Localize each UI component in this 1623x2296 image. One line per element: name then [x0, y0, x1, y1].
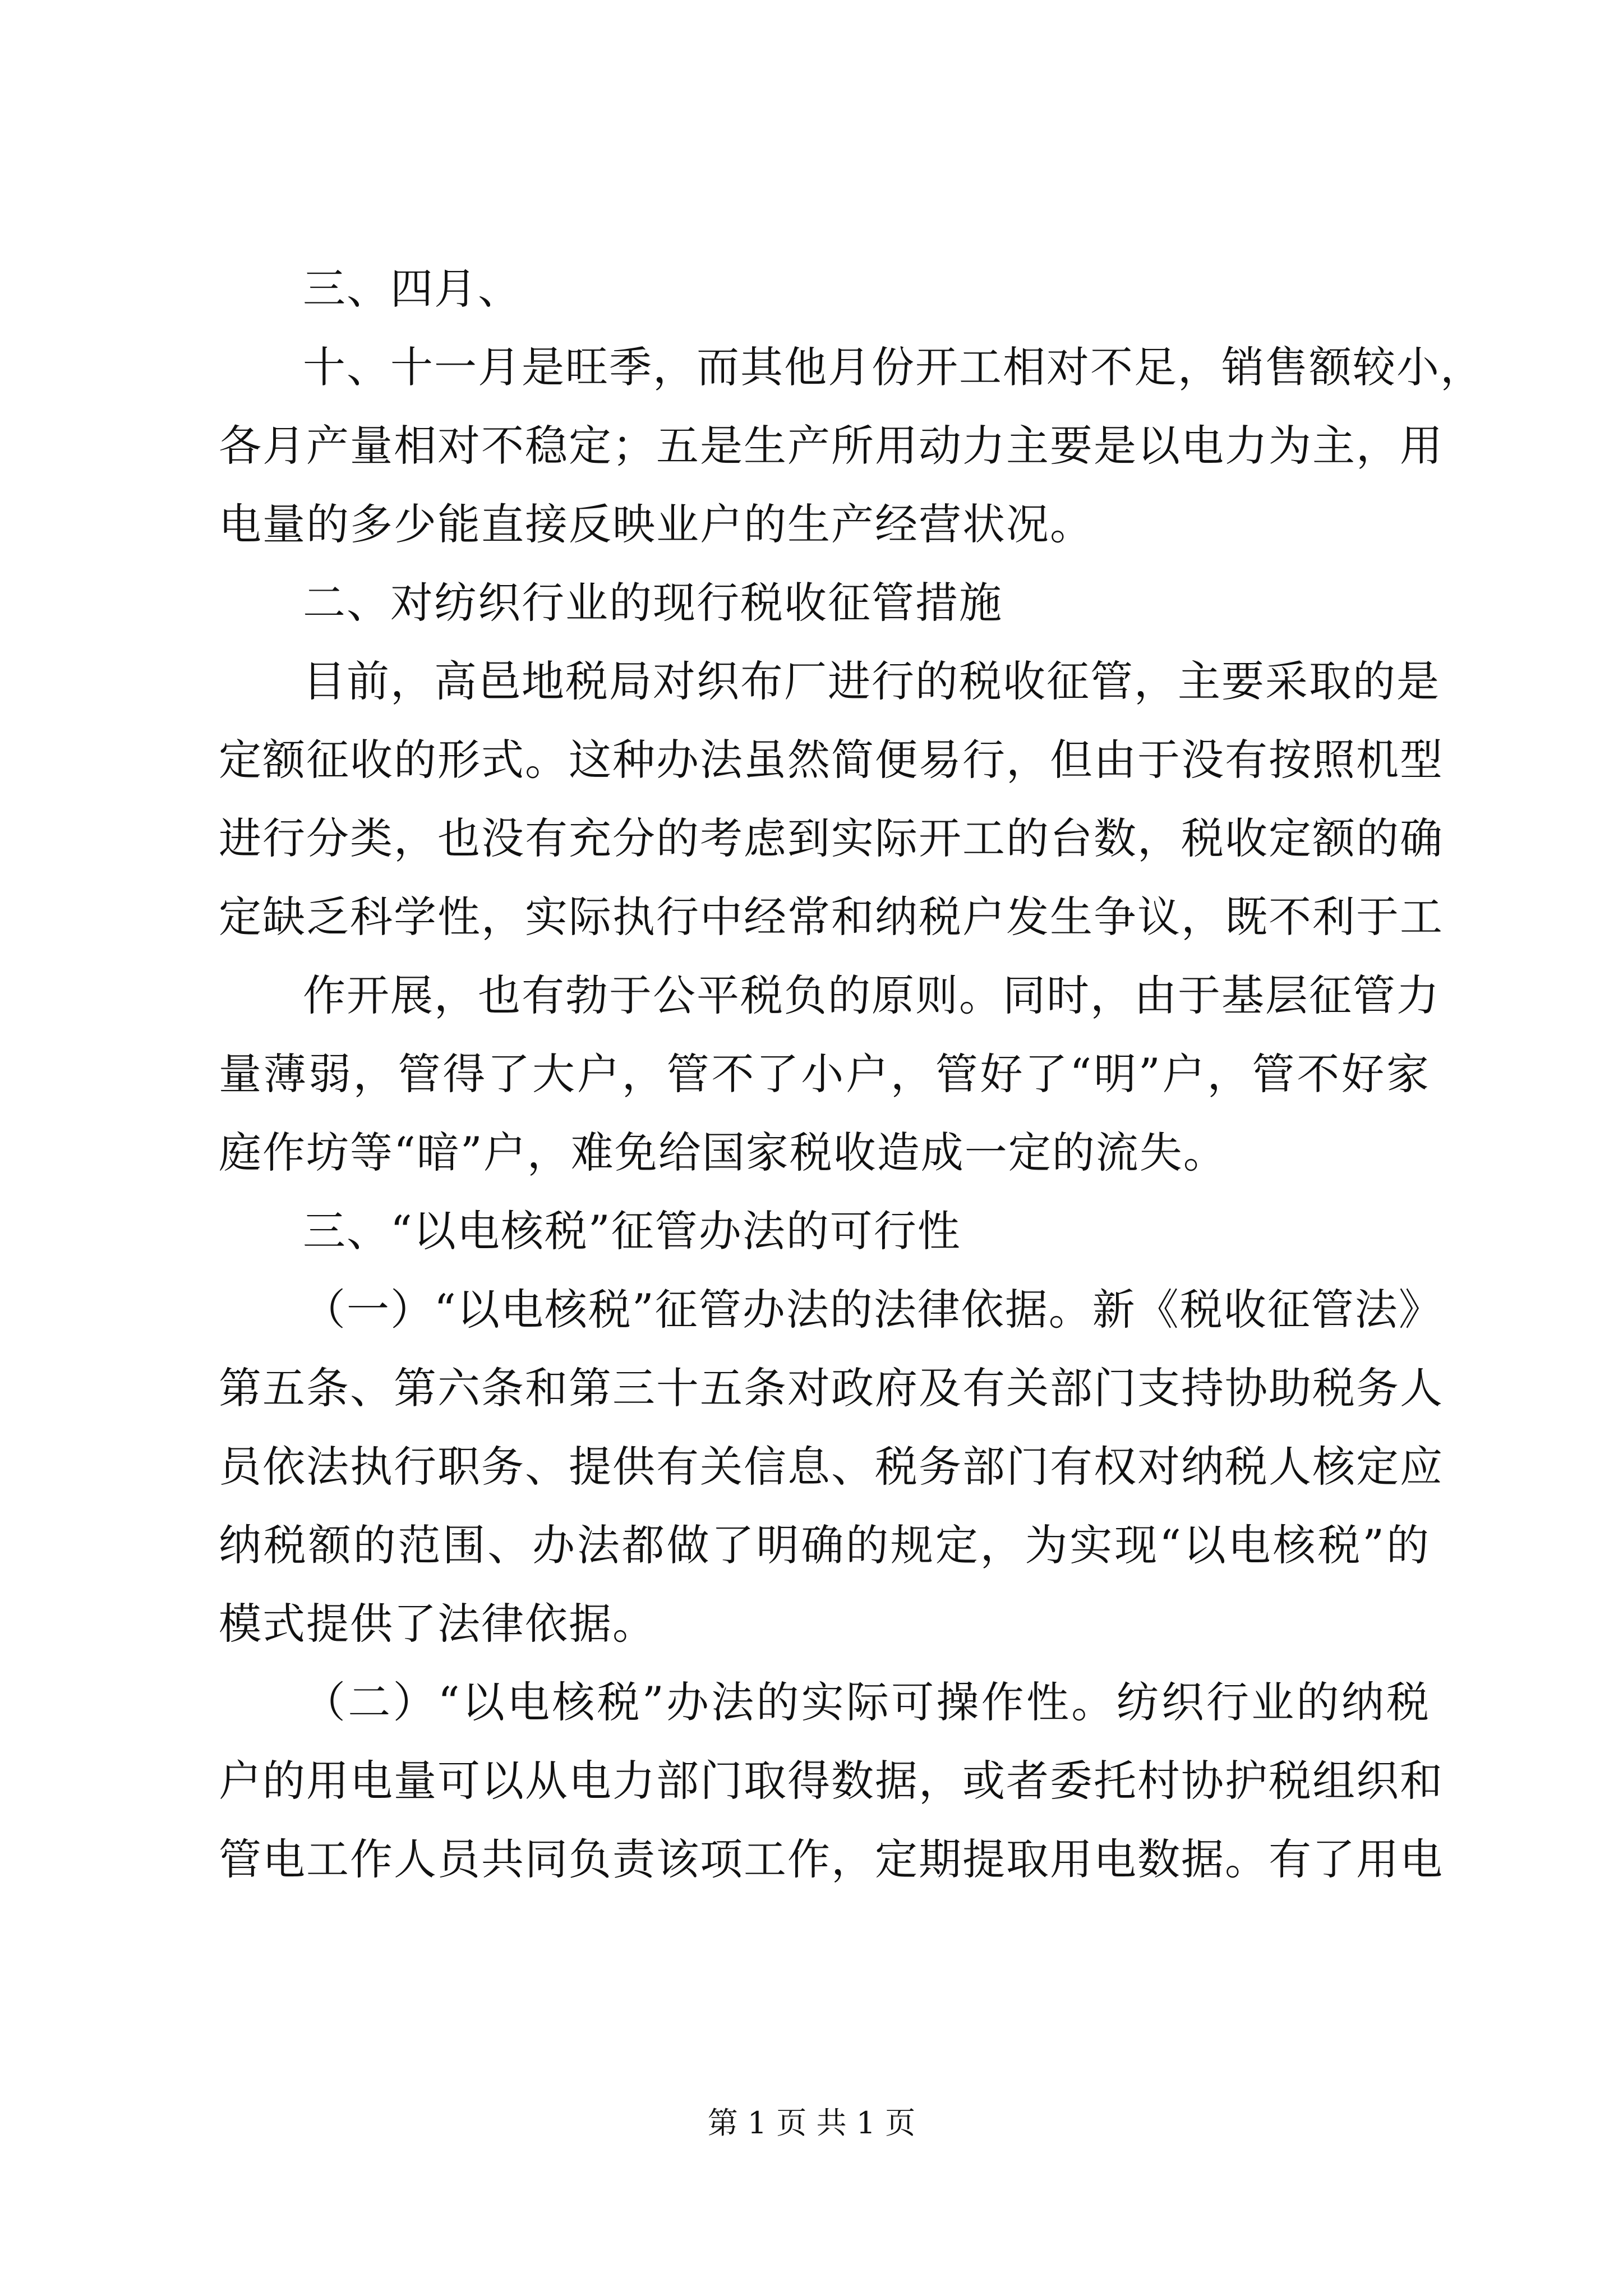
text-line: 员依法执行职务、提供有关信息、税务部门有权对纳税人核定应	[219, 1442, 1444, 1492]
text-line: 量薄弱，管得了大户，管不了小户，管好了“明”户，管不好家	[219, 1049, 1430, 1099]
text-line: 目前，高邑地税局对织布厂进行的税收征管，主要采取的是	[303, 656, 1440, 706]
text-line: 三、四月、	[303, 264, 522, 314]
text-line: 模式提供了法律依据。	[219, 1599, 656, 1649]
text-line: 定额征收的形式。这种办法虽然简便易行，但由于没有按照机型	[219, 735, 1444, 785]
section-heading: 三、“以电核税”征管办法的可行性	[303, 1206, 961, 1256]
text-line: 进行分类，也没有充分的考虑到实际开工的台数，税收定额的确	[219, 813, 1444, 863]
text-line: 作开展，也有勃于公平税负的原则。同时，由于基层征管力	[303, 970, 1440, 1020]
text-line: 十、十一月是旺季，而其他月份开工相对不足，销售额较小，	[303, 342, 1484, 392]
section-heading: 二、对纺织行业的现行税收征管措施	[303, 578, 1003, 628]
text-line: （二）“以电核税”办法的实际可操作性。纺织行业的纳税	[303, 1677, 1430, 1727]
text-line: 庭作坊等“暗”户，难免给国家税收造成一定的流失。	[219, 1128, 1227, 1177]
text-line: 第五条、第六条和第三十五条对政府及有关部门支持协助税务人	[219, 1363, 1444, 1413]
text-line: 定缺乏科学性，实际执行中经常和纳税户发生争议，既不利于工	[219, 892, 1444, 942]
text-line: 管电工作人员共同负责该项工作，定期提取用电数据。有了用电	[219, 1834, 1444, 1884]
text-line: 纳税额的范围、办法都做了明确的规定，为实现“以电核税”的	[219, 1520, 1430, 1570]
text-line: 户的用电量可以从电力部门取得数据，或者委托村协护税组织和	[219, 1756, 1444, 1806]
page-number-footer: 第 1 页 共 1 页	[707, 2105, 916, 2141]
text-line: （一）“以电核税”征管办法的法律依据。新《税收征管法》	[303, 1285, 1442, 1335]
text-line: 电量的多少能直接反映业户的生产经营状况。	[219, 499, 1094, 549]
text-line: 各月产量相对不稳定；五是生产所用动力主要是以电力为主，用	[219, 421, 1444, 471]
